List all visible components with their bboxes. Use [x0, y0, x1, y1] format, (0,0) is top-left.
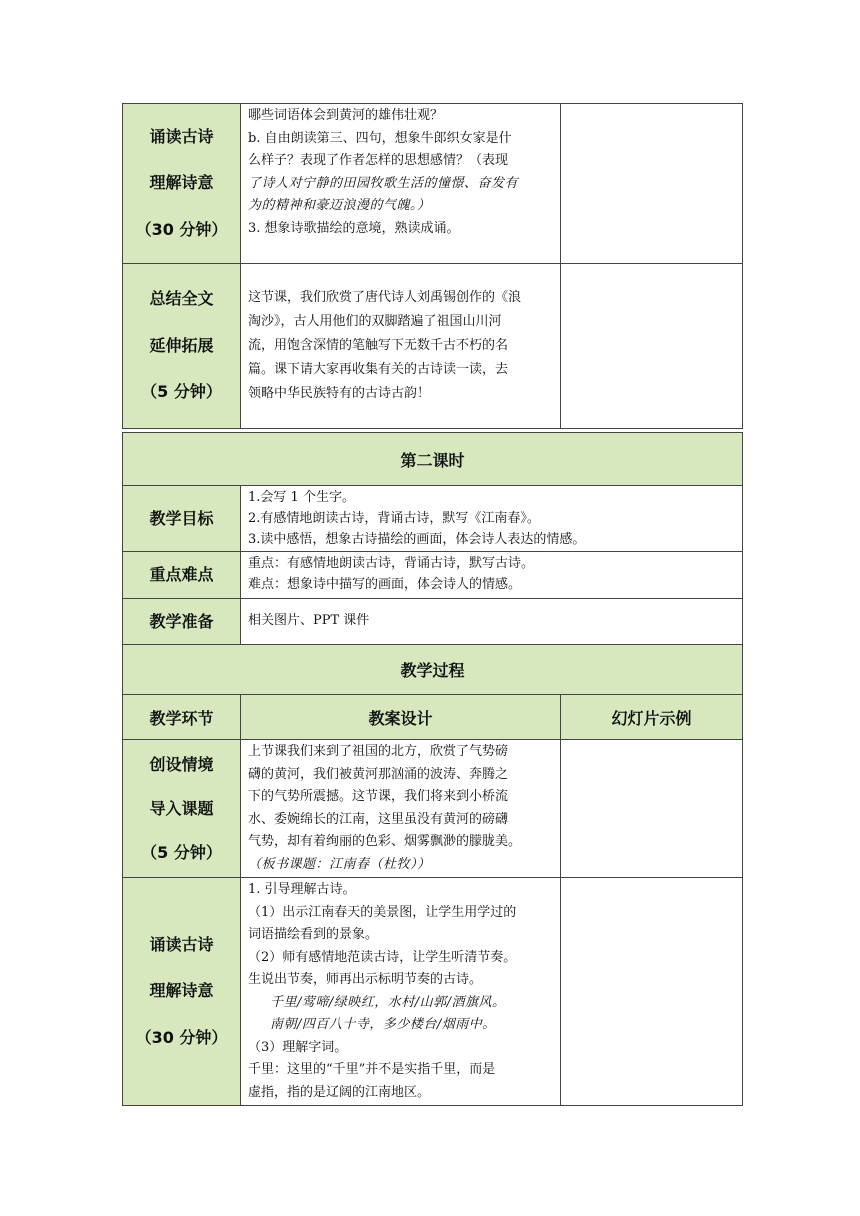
column-header: 教学环节 [123, 695, 241, 740]
text-line: 重点：有感情地朗读古诗，背诵古诗，默写古诗。 [248, 556, 535, 571]
text-line: 生说出节奏，师再出示标明节奏的古诗。 [248, 972, 483, 987]
text-line: （板书课题：江南春（杜牧）） [248, 856, 431, 872]
table-row [123, 486, 743, 552]
label-line: （5 分钟） [141, 842, 222, 862]
lesson-design-cell [241, 740, 561, 878]
text-line: 领略中华民族特有的古诗古韵！ [248, 386, 431, 401]
text-line: 气势，却有着绚丽的色彩、烟雾飘渺的朦胧美。 [248, 834, 522, 849]
text-line: （1）出示江南春天的美景图，让学生用学过的 [248, 904, 517, 920]
preparation-cell: 相关图片、PPT 课件 [241, 599, 743, 645]
key-points-cell [241, 552, 743, 599]
text-line: 这节课，我们欣赏了唐代诗人刘禹锡创作的《浪 [248, 290, 522, 305]
text-line: 么样子？表现了作者怎样的思想感情？（表现 [248, 153, 509, 168]
row-label-reading-2 [123, 878, 241, 1106]
text-line: 千里：这里的“千里”并不是实指千里，而是 [248, 1062, 496, 1077]
text-line: b. 自由朗读第三、四句，想象牛郎织女家是什 [248, 130, 512, 146]
text-line: 为的精神和豪迈浪漫的气魄。） [248, 198, 431, 213]
table-row [123, 645, 743, 695]
label-line: 理解诗意 [149, 981, 214, 1001]
table-row [123, 599, 743, 645]
text-line: 上节课我们来到了祖国的北方，欣赏了气势磅 [248, 744, 509, 759]
text-line: 3. 想象诗歌描绘的意境，熟读成诵。 [248, 220, 460, 236]
column-header: 幻灯片示例 [561, 695, 743, 740]
text-line: 流，用饱含深情的笔触写下无数千古不朽的名 [248, 338, 509, 353]
lesson-design-cell [241, 878, 561, 1106]
table-row [123, 264, 743, 429]
text-line: 水、委婉绵长的江南，这里虽没有黄河的磅礴 [248, 811, 509, 827]
table-row [123, 878, 743, 1106]
row-label-goals: 教学目标 [123, 486, 241, 552]
text-line: 3.读中感悟，想象古诗描绘的画面，体会诗人表达的情感。 [248, 532, 586, 547]
text-line: （2）师有感情地范读古诗，让学生听清节奏。 [248, 949, 517, 965]
table-row [123, 695, 743, 740]
text-line: 哪些词语体会到黄河的雄伟壮观？ [248, 108, 444, 123]
text-line: 淘沙》，古人用他们的双脚踏遍了祖国山川河 [248, 314, 502, 329]
text-line: 1.会写 1 个生字。 [248, 490, 355, 505]
text-line: 虚指，指的是辽阔的江南地区。 [248, 1084, 431, 1100]
text-line: （3）理解字词。 [248, 1039, 348, 1055]
label-line: 延伸拓展 [149, 335, 214, 355]
label-line: 诵读古诗 [149, 126, 214, 146]
text-line: 下的气势所震撼。这节课，我们将来到小桥流 [248, 789, 509, 804]
row-label-intro [123, 740, 241, 878]
row-label-key-points: 重点难点 [123, 552, 241, 599]
text-line: 篇。课下请大家再收集有关的古诗读一读，去 [248, 362, 509, 377]
table-row [123, 104, 743, 264]
label-line: 创设情境 [149, 754, 214, 774]
table-row [123, 740, 743, 878]
lesson-table-continued [122, 103, 743, 429]
label-line: （30 分钟） [135, 219, 228, 239]
column-header: 教案设计 [241, 695, 561, 740]
slide-example-cell [561, 878, 743, 1106]
lesson-design-cell [241, 104, 561, 264]
poem-line: 南朝/四百八十寺，多少楼台/烟雨中。 [270, 1017, 496, 1032]
lesson-design-cell [241, 264, 561, 429]
text-line: 2.有感情地朗读古诗，背诵古诗，默写《江南春》。 [248, 511, 540, 526]
label-line: 诵读古诗 [149, 934, 214, 954]
text-line: 1. 引导理解古诗。 [248, 882, 356, 897]
label-line: 总结全文 [149, 289, 214, 309]
section-title: 第二课时 [123, 433, 743, 486]
label-line: （5 分钟） [141, 382, 222, 402]
label-line: （30 分钟） [135, 1027, 228, 1047]
table-row [123, 552, 743, 599]
row-label-reading-1 [123, 104, 241, 264]
lesson-table-second [122, 432, 743, 1106]
label-line: 导入课题 [149, 798, 214, 818]
row-label-summary [123, 264, 241, 429]
row-label-preparation: 教学准备 [123, 599, 241, 645]
text-line: 难点：想象诗中描写的画面，体会诗人的情感。 [248, 577, 522, 592]
label-line: 理解诗意 [149, 173, 214, 193]
text-line: 词语描绘看到的景象。 [248, 927, 379, 942]
goals-cell [241, 486, 743, 552]
text-line: 礴的黄河，我们被黄河那汹涌的波涛、奔腾之 [248, 766, 509, 782]
text-line: 了诗人对宁静的田园牧歌生活的憧憬、奋发有 [248, 175, 519, 191]
process-title: 教学过程 [123, 645, 743, 695]
table-row [123, 433, 743, 486]
slide-example-cell [561, 264, 743, 429]
slide-example-cell [561, 104, 743, 264]
poem-line: 千里/莺啼/绿映红，水村/山郭/酒旗风。 [270, 994, 506, 1010]
slide-example-cell [561, 740, 743, 878]
